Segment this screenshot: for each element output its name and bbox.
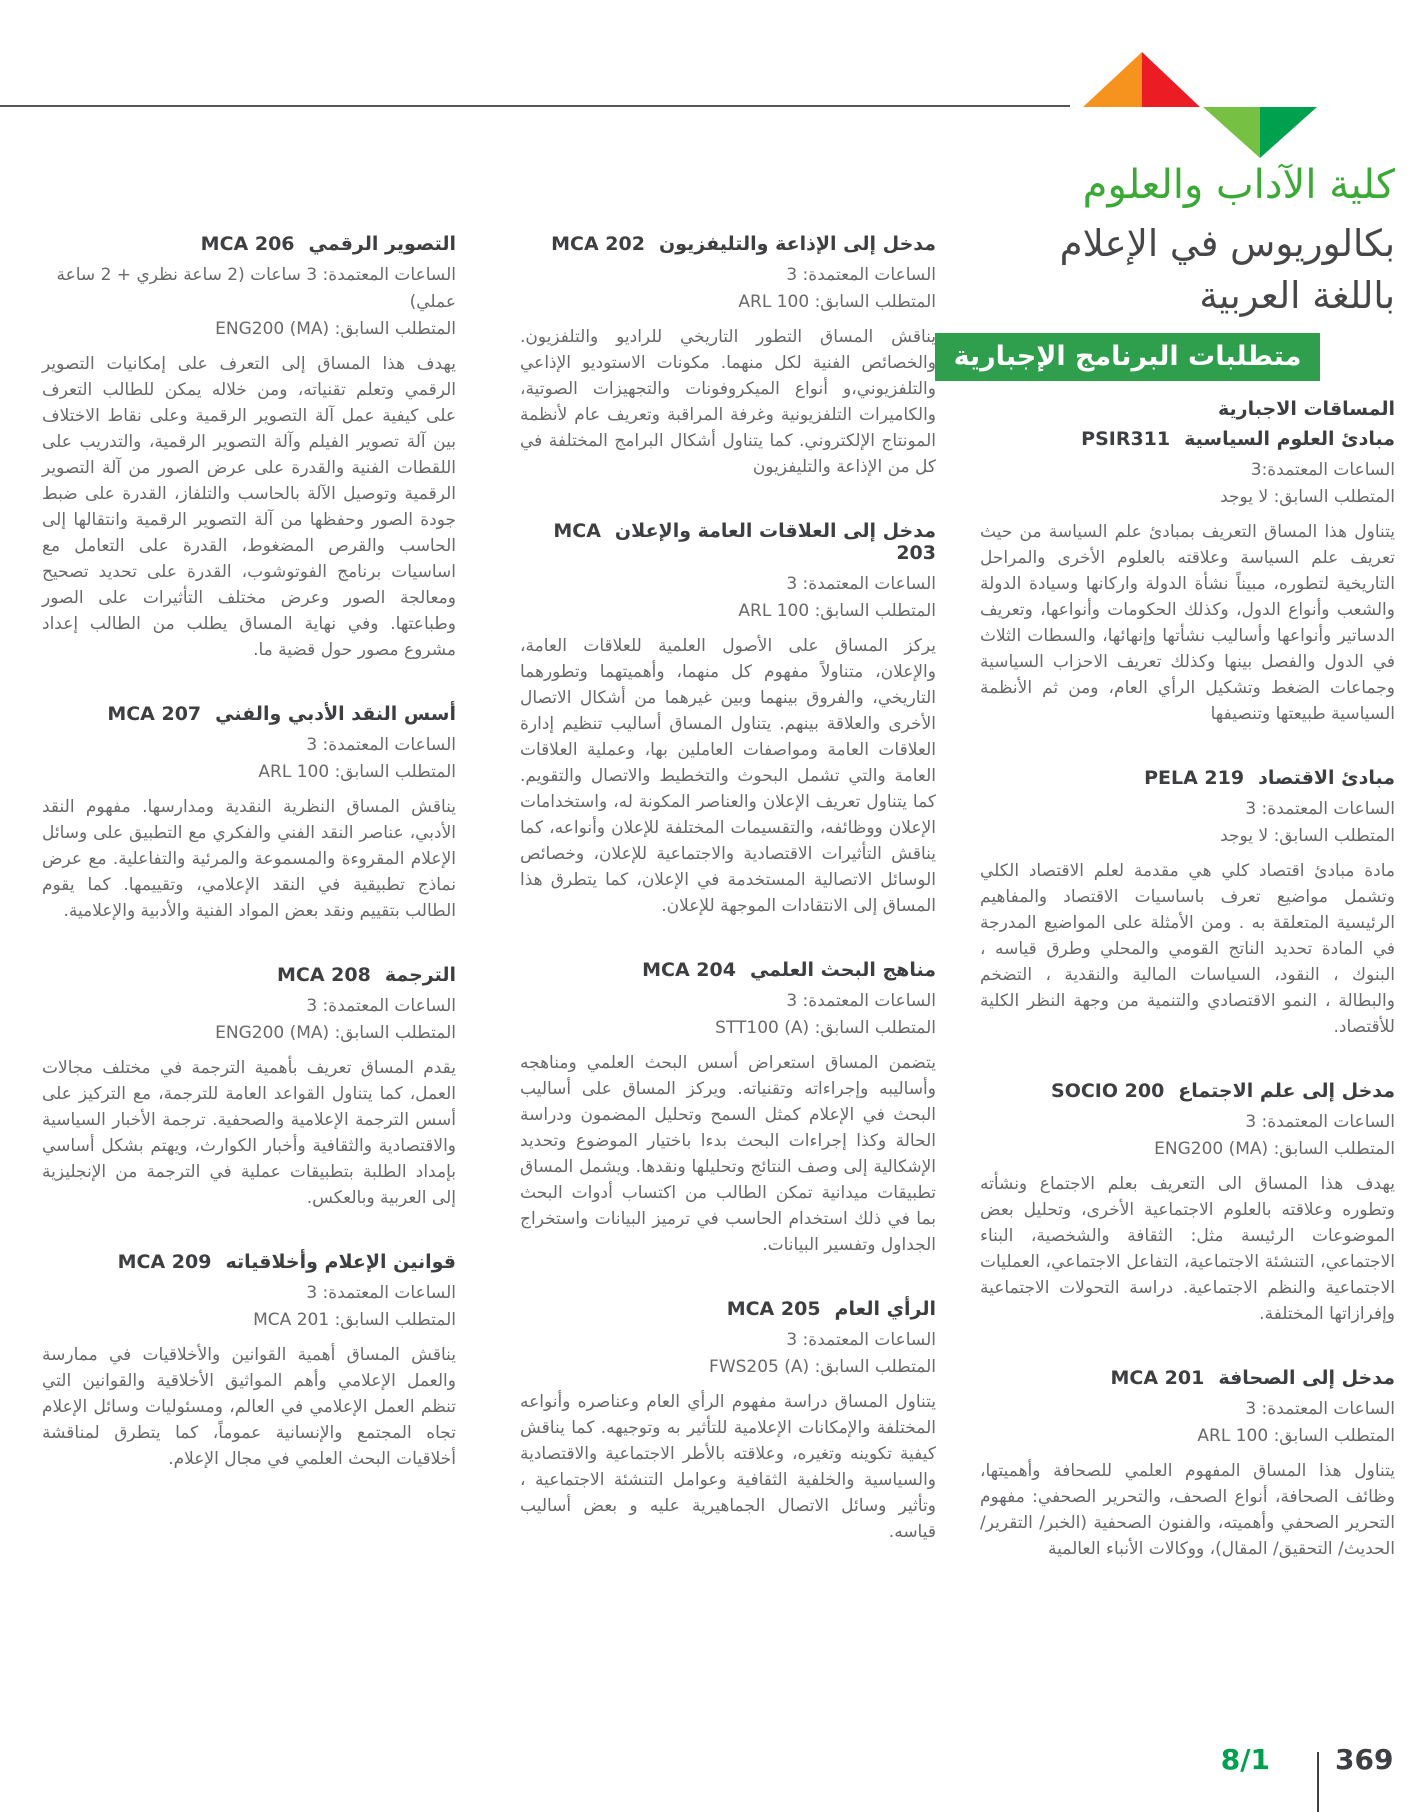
course-heading	[520, 520, 936, 564]
course-code: MCA 202	[551, 233, 645, 255]
course-credit-hours: الساعات المعتمدة: 3	[306, 996, 456, 1016]
course-code: MCA 207	[107, 703, 202, 725]
course-prerequisite: المتطلب السابق: ARL 100	[738, 601, 936, 621]
chapter-reference: 8/1	[1220, 1743, 1270, 1776]
course-title: مناهج البحث العلمي	[749, 959, 936, 981]
course-credit-hours: الساعات المعتمدة: 3	[306, 1283, 456, 1303]
header-rule	[0, 105, 1070, 107]
course-description: يناقش المساق أهمية القوانين والأخلاقيات في ممارسة والعمل الإعلامي وأهم المواثيق الأخلاقية والقوانين التي تنظم العمل الإعلامي في العالم، ومسئوليات وسائل الإعلام تجاه المجتمع والإنسانية عموماً، كما يتطرق لمناقشة أخلاقيات البحث العلمي في مجال الإعلام.	[42, 1345, 456, 1469]
course-prerequisite: المتطلب السابق: MCA 201	[253, 1310, 456, 1330]
course-entry	[520, 1298, 936, 1545]
course-code: MCA 204	[642, 959, 736, 981]
logo-red-triangle	[1142, 52, 1200, 107]
course-description: يقدم المساق تعريف بأهمية الترجمة في مختلف مجالات العمل، كما يتناول القواعد العامة للترجمة، مع التركيز على أسس الترجمة الإعلامية والصحفية. ترجمة الأخبار السياسية والاقتصادية والثقافية وأخبار الكوارث، ويهتم بشكل أساسي بإمداد الطلبة بتطبيقات عملية في الترجمة من الإنجليزية إلى العربية وبالعكس.	[42, 1058, 456, 1208]
course-entry	[980, 1080, 1395, 1327]
course-credit-hours: الساعات المعتمدة: 3	[1245, 1399, 1395, 1419]
course-credit-hours: الساعات المعتمدة:3	[1250, 460, 1395, 480]
course-entry	[42, 1251, 456, 1472]
course-entry	[42, 233, 456, 663]
column-right	[980, 398, 1395, 1602]
course-title: مدخل إلى العلاقات العامة والإعلان	[614, 520, 936, 542]
course-heading	[980, 428, 1395, 450]
university-logo	[1080, 50, 1320, 160]
course-title: التصوير الرقمي	[308, 233, 456, 255]
course-prerequisite: المتطلب السابق: لا يوجد	[1220, 826, 1395, 846]
course-description: يناقش المساق التطور التاريخي للراديو والتلفزيون. والخصائص الفنية لكل منهما. مكونات الاستوديو الإذاعي والتلفزيوني،و أنواع الميكروفونات والتجهيزات الصوتية، والكاميرات التلفزيونية وغرفة المراقبة وتعريف عام لأنظمة المونتاج الإلكتروني. كما يتناول أشكال البرامج المختلفة في كل من الإذاعة والتليفزيون	[520, 327, 936, 477]
course-prerequisite: المتطلب السابق: ENG200 (MA)	[215, 1023, 456, 1043]
course-description: يتضمن المساق استعراض أسس البحث العلمي ومناهجه وأساليبه وإجراءاته وتقنياته. ويركز المساق على أساليب البحث في الإعلام كمثل السمح وتحليل المضمون ودراسة الحالة وكذا إجراءات البحث بدءا باختيار الموضوع وتحديد الإشكالية إلى وصف النتائج وتحليلها ونقدها. ويشمل المساق تطبيقات ميدانية تمكن الطالب من اكتساب أدوات البحث بما في ذلك استخدام الحاسب في ترميز البيانات واستخراج الجداول وتفسير البيانات.	[520, 1053, 936, 1255]
course-credit-hours: الساعات المعتمدة: 3	[786, 265, 936, 285]
course-prerequisite: المتطلب السابق: ENG200 (MA)	[215, 319, 456, 339]
course-description: يهدف هذا المساق الى التعريف بعلم الاجتماع ونشأته وتطوره وعلاقته بالعلوم الاجتماعية الأخرى، وتحليل بعض الموضوعات الرئيسة مثل: الثقافة والشخصية، البناء الاجتماعي، التنشئة الاجتماعية، التفاعل الاجتماعي، العمليات الاجتماعية والنظم الاجتماعية. دراسة التحولات الاجتماعية وإفرازاتها المختلفة.	[980, 1174, 1395, 1324]
course-description: يهدف هذا المساق إلى التعرف على إمكانيات التصوير الرقمي وتعلم تقنياته، ومن خلاله يمكن للطالب التعرف على كيفية عمل آلة التصوير الرقمية وعلى نقاط الاختلاف بين آلة تصوير الفيلم وآلة التصوير الرقمية، والتدريب على اللقطات الفنية والقدرة على عرض الصور من آلة التصوير الرقمية وتوصيل الآلة بالحاسب والتلفاز، القدرة على ضبط جودة الصور وحفظها من آلة التصوير الرقمية وانتقالها إلى الحاسب والقرص المضغوط، القدرة على التعامل مع اساسيات برنامج الفوتوشوب، القدرة على تحديد تصحيح ومعالجة الصور وعرض مختلف التأثيرات على الصور وطباعتها. وفي نهاية المساق يطلب من الطالب إعداد مشروع مصور حول قضية ما.	[42, 354, 456, 660]
course-entry	[980, 428, 1395, 727]
course-title: مدخل إلى الصحافة	[1218, 1367, 1395, 1389]
course-code: MCA 203	[553, 520, 936, 564]
course-code: PSIR311	[1081, 428, 1171, 450]
course-code: MCA 206	[200, 233, 295, 255]
course-heading	[520, 959, 936, 981]
course-credit-hours: الساعات المعتمدة: 3	[1245, 799, 1395, 819]
course-entry	[520, 520, 936, 919]
course-description: يتناول هذا المساق المفهوم العلمي للصحافة وأهميتها، وظائف الصحافة، أنواع الصحف، والتحرير الصحفي: مفهوم التحرير الصحفي وأهميته، والفنون الصحفية (الخبر/ التقرير/ الحديث/ التحقيق/ المقال)، ووكالات الأنباء العالمية	[980, 1461, 1395, 1559]
course-prerequisite: المتطلب السابق: FWS205 (A)	[709, 1357, 936, 1377]
course-heading	[980, 1080, 1395, 1102]
course-credit-hours: الساعات المعتمدة: 3	[1245, 1112, 1395, 1132]
course-prerequisite: المتطلب السابق: ARL 100	[258, 762, 456, 782]
degree-title-line2: باللغة العربية	[1199, 274, 1395, 317]
course-heading	[980, 767, 1395, 789]
course-entry	[42, 703, 456, 924]
course-credit-hours: الساعات المعتمدة: 3	[306, 735, 456, 755]
college-title: كلية الآداب والعلوم	[1082, 162, 1395, 208]
course-prerequisite: المتطلب السابق: STT100 (A)	[715, 1018, 936, 1038]
required-courses-heading: المساقات الاجبارية	[1218, 398, 1395, 420]
course-entry	[520, 959, 936, 1258]
course-code: SOCIO 200	[1051, 1080, 1165, 1102]
course-title: مدخل إلى الإذاعة والتليفزيون	[658, 233, 936, 255]
logo-light-green-triangle	[1203, 107, 1260, 158]
program-requirements-banner: متطلبات البرنامج الإجبارية	[935, 333, 1320, 381]
course-title: مبادئ العلوم السياسية	[1184, 428, 1395, 450]
course-entry	[980, 767, 1395, 1040]
course-credit-hours: الساعات المعتمدة: 3	[786, 574, 936, 594]
course-code: MCA 208	[276, 964, 371, 986]
course-heading	[980, 1367, 1395, 1389]
column-middle	[520, 233, 936, 1585]
course-code: MCA 205	[726, 1298, 821, 1320]
course-description: مادة مبادئ اقتصاد كلي هي مقدمة لعلم الاقتصاد الكلي وتشمل مواضيع تعرف باساسيات الاقتصاد والمفاهيم الرئيسية المتعلقة به . ومن الأمثلة على المواضيع المدرجة في المادة تحديد الناتج القومي والمحلي وطرق قياسه ، البنوك ، النقود، السياسات المالية والنقدية ، التضخم والبطالة ، النمو الاقتصادي والتنمية من وجهة النظر الكلية للأقتصاد.	[980, 861, 1395, 1037]
course-description: يركز المساق على الأصول العلمية للعلاقات العامة، والإعلان، متناولاً مفهوم كل منهما، وأهميتهما وتطورهما التاريخي، والفروق بينهما وبين غيرهما من أشكال الاتصال الأخرى والعلاقة بينهم. يتناول المساق أساليب تنظيم إدارة العلاقات العامة ومواصفات العاملين بها، وعملية العلاقات العامة والتي تشمل البحوث والتخطيط والاتصال والتقويم. كما يتناول تعريف الإعلان والعناصر المكونة له، واستخدامات الإعلان ووظائفه، والتقسيمات المختلفة للإعلان وأنواعه، كما يناقش التأثيرات الاقتصادية والاجتماعية للإعلان، وخصائص الوسائل الاتصالية المستخدمة في الإعلان، كما يتطرق هذا المساق إلى الانتقادات الموجهة للإعلان.	[520, 636, 936, 916]
course-title: الترجمة	[384, 964, 456, 986]
course-title: أسس النقد الأدبي والفني	[215, 703, 456, 725]
course-title: الرأي العام	[834, 1298, 936, 1320]
course-heading	[520, 1298, 936, 1320]
degree-title-line1: بكالوريوس في الإعلام	[1059, 222, 1395, 265]
course-heading	[42, 1251, 456, 1273]
course-prerequisite: المتطلب السابق: ARL 100	[1197, 1426, 1395, 1446]
column-left	[42, 233, 456, 1512]
footer-divider	[1317, 1752, 1319, 1812]
logo-dark-green-triangle	[1260, 107, 1317, 158]
course-heading	[42, 703, 456, 725]
course-code: MCA 209	[117, 1251, 212, 1273]
course-description: يناقش المساق النظرية النقدية ومدارسها. مفهوم النقد الأدبي، عناصر النقد الفني والفكري مع التطبيق على وسائل الإعلام المقروءة والمسموعة والمرئية والتفاعلية. مع عرض نماذج تطبيقية في النقد الإعلامي، وتقييمها. كما يقوم الطالب بتقييم ونقد بعض المواد الفنية والأدبية والإعلامية.	[42, 797, 456, 921]
course-prerequisite: المتطلب السابق: لا يوجد	[1220, 487, 1395, 507]
logo-orange-triangle	[1083, 52, 1142, 107]
course-credit-hours: الساعات المعتمدة: 3	[786, 1330, 936, 1350]
course-heading	[42, 233, 456, 255]
course-prerequisite: المتطلب السابق: ENG200 (MA)	[1154, 1139, 1395, 1159]
course-title: مدخل إلى علم الاجتماع	[1178, 1080, 1395, 1102]
course-credit-hours: الساعات المعتمدة: 3 ساعات (2 ساعة نظري + 2 ساعة عملي)	[56, 265, 456, 312]
course-code: MCA 201	[1110, 1367, 1205, 1389]
course-heading	[42, 964, 456, 986]
course-heading	[520, 233, 936, 255]
course-entry	[980, 1367, 1395, 1562]
course-entry	[520, 233, 936, 480]
course-code: PELA 219	[1144, 767, 1245, 789]
course-description: يتناول المساق دراسة مفهوم الرأي العام وعناصره وأنواعه المختلفة والإمكانات الإعلامية للتأثير به وتوجيهه. كما يناقش كيفية تكوينه وتغيره، وعلاقته بالأطر الاجتماعية والاقتصادية والسياسية والخلفية الثقافية وعوامل التنشئة الاجتماعية ، وتأثير وسائل الاتصال الجماهيرية عليه و بعض أساليب قياسه.	[520, 1392, 936, 1542]
page-number: 369	[1335, 1743, 1394, 1776]
course-title: مبادئ الاقتصاد	[1258, 767, 1395, 789]
course-description: يتناول هذا المساق التعريف بمبادئ علم السياسة من حيث تعريف علم السياسة وعلاقته بالعلوم الأخرى والمراحل التاريخية لتطوره، مبيناً نشأة الدولة واركانها وسيادة الدولة والشعب وأنواع الدول، وكذلك الحكومات وأنواعها، وتعريف الدساتير وأنواعها وأساليب نشأتها وإنهائها، والسطات الثلاث في الدول والفصل بينها وكذلك تعريف الاحزاب السياسية وجماعات الضغط وتشكيل الرأي العام، ومن ثم الأنظمة السياسية طبيعتها وتنصيفها	[980, 522, 1395, 724]
course-entry	[42, 964, 456, 1211]
course-credit-hours: الساعات المعتمدة: 3	[786, 991, 936, 1011]
course-title: قوانين الإعلام وأخلاقياته	[225, 1251, 456, 1273]
course-prerequisite: المتطلب السابق: ARL 100	[738, 292, 936, 312]
